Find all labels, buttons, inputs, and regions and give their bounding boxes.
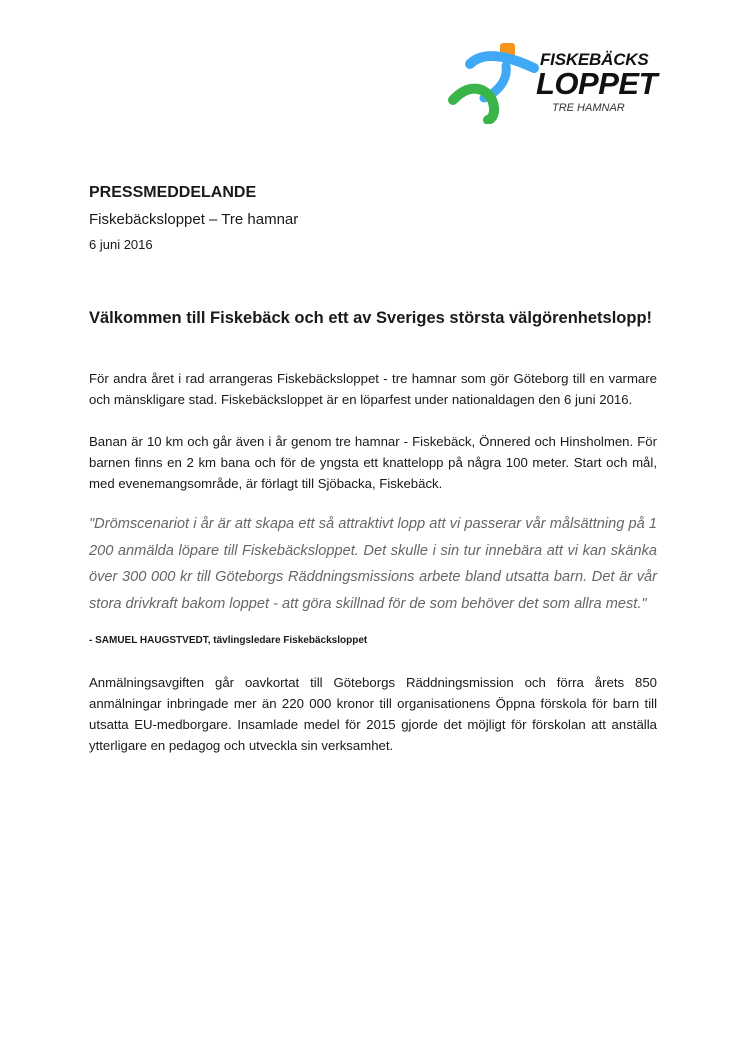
document-label: PRESSMEDDELANDE [89, 184, 257, 201]
paragraph-fees: Anmälningsavgiften går oavkortat till Göteborgs Räddningsmission och förra årets 850 anmälningar inbringade mer än 220 000 kronor till organisationens Öppna förskola för barn till utsatta EU-medborgare. Insamlade medel för 2015 gjorde det möjligt för förskolan att anställa ytterligare en pedagog och utveckla sin verksamhet. [89, 675, 657, 753]
document-subtitle: Fiskebäcksloppet – Tre hamnar [89, 211, 299, 228]
logo-text-tre-hamnar: TRE HAMNAR [552, 102, 625, 114]
quote-attribution: - SAMUEL HAUGSTVEDT, tävlingsledare Fiskebäcksloppet [89, 635, 368, 646]
fiskebacksloppet-logo [448, 40, 668, 124]
paragraph-course: Banan är 10 km och går även i år genom tre hamnar - Fiskebäck, Önnered och Hinsholmen. För barnen finns en 2 km bana och för de yngsta ett knattelopp på några 100 meter. Start och mål, med evenemangsområde, är förlagt till Sjöbacka, Fiskebäck. [89, 434, 657, 491]
logo-text-fiskebacks: FISKEBÄCKS [540, 50, 649, 69]
logo-text-loppet: LOPPET [536, 66, 658, 101]
page-title: Välkommen till Fiskebäck och ett av Sveriges största välgörenhetslopp! [89, 309, 653, 327]
document-date: 6 juni 2016 [89, 237, 153, 252]
runner-icon [448, 40, 540, 124]
press-release-body [89, 183, 657, 756]
paragraph-intro: För andra året i rad arrangeras Fiskebäcksloppet - tre hamnar som gör Göteborg till en varmare och mänskligare stad. Fiskebäcksloppet är en löparfest under nationaldagen den 6 juni 2016. [89, 371, 657, 407]
quote-block: "Drömscenariot i år är att skapa ett så attraktivt lopp att vi passerar vår målsättning på 1 200 anmälda löpare till Fiskebäcksloppet. Det skulle i sin tur innebära att vi kan skänka över 300 000 kr till Göteborgs Räddningsmissions arbete bland utsatta barn. Det är vår stora drivkraft bakom loppet - att göra skillnad för de som behöver det som allra mest." [89, 516, 657, 612]
runner-legs [453, 89, 494, 120]
